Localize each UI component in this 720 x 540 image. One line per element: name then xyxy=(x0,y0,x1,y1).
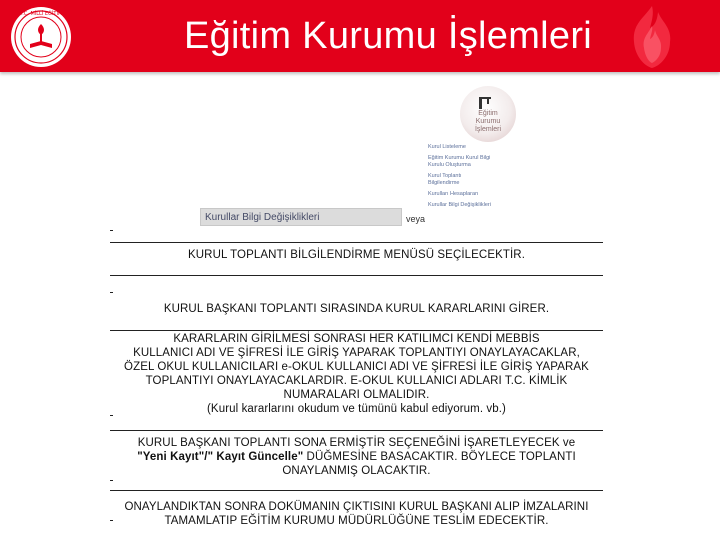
meb-logo-icon xyxy=(10,6,72,68)
step-3-line: KARARLARIN GİRİLMESİ SONRASI HER KATILIMCI KENDİ MEBBİS xyxy=(173,333,540,345)
menu-item-bilgi-degisiklikleri[interactable]: Kurullar Bilgi Değişiklikleri xyxy=(428,202,491,208)
divider xyxy=(110,430,603,431)
content-panel xyxy=(110,80,605,535)
divider xyxy=(110,275,603,276)
step-4-line xyxy=(110,450,603,464)
step-2-text: KURUL BAŞKANI TOPLANTI SIRASINDA KURUL KARARLARINI GİRER. xyxy=(163,303,550,315)
page-title: Eğitim Kurumu İşlemleri xyxy=(183,15,593,57)
divider-dot xyxy=(110,292,113,293)
divider xyxy=(110,330,603,331)
step-4-line: ONAYLANMIŞ OLACAKTIR. xyxy=(282,465,431,477)
divider-dot xyxy=(110,480,113,481)
step-3-text xyxy=(110,332,603,416)
step-3-line: ÖZEL OKUL KULLANICILARI e-OKUL KULLANICI ADI VE ŞİFRESİ İLE GİRİŞ YAPARAK xyxy=(124,361,589,373)
divider xyxy=(110,242,603,243)
flame-icon xyxy=(622,4,682,70)
step-5-text xyxy=(110,500,603,528)
step-3-line: (Kurul kararlarını okudum ve tümünü kabul ediyorum. vb.) xyxy=(207,403,506,415)
menu-badge xyxy=(460,86,516,142)
menu-item-toplanti-bilgilendirme[interactable]: Kurul Toplantı Bilgilendirme xyxy=(428,173,462,186)
building-icon xyxy=(478,96,492,110)
kurullar-bilgi-button[interactable] xyxy=(200,208,402,226)
menu-item-kurullari-hesaplaran[interactable]: Kurulları Hesaplaran xyxy=(428,191,479,197)
step-4-line-rest: DÜĞMESİNE BASACAKTIR. BÖYLECE TOPLANTI xyxy=(303,451,576,463)
veya-label: veya xyxy=(406,214,426,224)
divider-dot xyxy=(110,230,113,231)
menu-card xyxy=(422,84,602,224)
step-3-line: NUMARALARI OLMALIDIR. xyxy=(283,389,430,401)
step-3-line: KULLANICI ADI VE ŞİFRESİ İLE GİRİŞ YAPARAK TOPLANTIYI ONAYLAYACAKLAR, xyxy=(133,347,580,359)
kurullar-bilgi-label: Kurullar Bilgi Değişiklikleri xyxy=(205,212,320,223)
step-4-line: KURUL BAŞKANI TOPLANTI SONA ERMİŞTİR SEÇENEĞİNİ İŞARETLEYECEK ve xyxy=(137,437,576,449)
divider xyxy=(110,490,603,491)
badge-label: Eğitim Kurumu İşlemleri xyxy=(474,110,502,133)
svg-text:T.C. MİLLİ EĞİTİM: T.C. MİLLİ EĞİTİM xyxy=(19,11,63,17)
menu-item-kurul-listeleme[interactable]: Kurul Listeleme xyxy=(428,144,466,150)
step-3-line: TOPLANTIYI ONAYLAYACAKLARDIR. E-OKUL KULLANICI ADLARI T.C. KİMLİK xyxy=(145,375,568,387)
yeni-kayit-guncelle-label: "Yeni Kayıt"/" Kayıt Güncelle" xyxy=(137,451,304,463)
step-1-text: KURUL TOPLANTI BİLGİLENDİRME MENÜSÜ SEÇİLECEKTİR. xyxy=(188,249,525,261)
step-4-text xyxy=(110,436,603,478)
menu-list xyxy=(428,144,598,213)
menu-item-kurul-olusturma[interactable]: Eğitim Kurumu Kurul Bilgi Kurulu Oluşturma xyxy=(428,155,491,168)
step-5-line: ONAYLANDIKTAN SONRA DOKÜMANIN ÇIKTISINI KURUL BAŞKANI ALIP İMZALARINI xyxy=(124,501,589,513)
slide-header xyxy=(0,0,720,72)
step-5-line: TAMAMLATIP EĞİTİM KURUMU MÜDÜRLÜĞÜNE TESLİM EDECEKTİR. xyxy=(164,515,549,527)
